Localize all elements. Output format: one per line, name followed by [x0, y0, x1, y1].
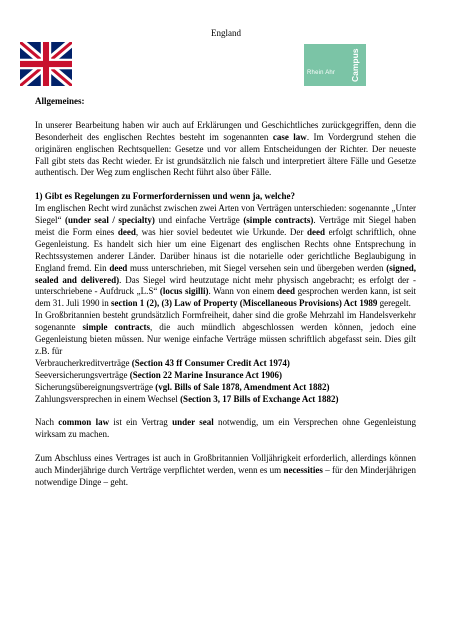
list-item: Sicherungsübereignungsverträge (vgl. Bills of Sale 1878, Amendment Act 1882): [35, 381, 330, 392]
rhein-ahr-campus-logo: [304, 44, 366, 86]
general-paragraph: In unserer Bearbeitung haben wir auch auf Erklärungen und Geschichtliches zurückgegriffen, denn die Besonderheit des englischen Rechtes besteht im sogenannten case law. Im Vordergrund stehen die originären englischen Rechtsquellen: Gesetze und vor allem Entscheidungen der Richter. Der neueste Fall gibt stets das Recht wieder. Er ist grundsätzlich nie falsch und interpretiert ältere Fälle und Gesetze authentisch. Der Weg zum englischen Recht führt also über Fälle.: [35, 119, 416, 178]
section-heading-general: Allgemeines:: [35, 96, 85, 106]
list-item: Seeversicherungsverträge (Section 22 Marine Insurance Act 1906): [35, 369, 282, 380]
section-heading-question: 1) Gibt es Regelungen zu Formerfordernissen und wenn ja, welche?: [35, 191, 295, 202]
logo-text-rhein-ahr: Rhein Ahr: [307, 70, 336, 76]
question-paragraph-2: In Großbritannien besteht grundsätzlich Formfreiheit, daher sind die große Mehrzahl im Handelsverkehr sogenannte simple contracts, die auch mündlich abgeschlossen werden können, jedoch eine Gegenleistung bieten müssen. Nur wenige einfache Verträge müssen schriftlich abgefasst sein. Dies gilt z.B. für: [35, 310, 416, 356]
page-title: England: [211, 28, 241, 38]
uk-flag-image: [20, 42, 72, 86]
common-law-paragraph: Nach common law ist ein Vertrag under seal notwendig, um ein Versprechen ohne Gegenleistung wirksam zu machen.: [35, 417, 417, 440]
majority-paragraph: Zum Abschluss eines Vertrages ist auch in Großbritannien Volljährigkeit erforderlich, allerdings können auch Minderjährige durch Verträge verpflichtet werden, wenn es um necessities – für den Minderjährigen notwendige Dinge – geht.: [35, 453, 416, 487]
question-paragraph: Im englischen Recht wird zunächst zwischen zwei Arten von Verträgen unterschieden: sogenannte „Unter Siegel“ (under seal / specialty) und einfache Verträge (simple contracts). Verträge mit Siegel haben meist die Form eines deed, was hier soviel bedeutet wie Urkunde. Der deed erfolgt schriftlich, ohne Gegenleistung. Es handelt sich hier um eine Eigenart des englischen Rechts ohne Entsprechung in Rechtssystemen anderer Länder. Darüber hinaus ist die notarielle oder gerichtliche Beglaubigung in England fremd. Ein deed muss unterschrieben, mit Siegel versehen sein und übergeben werden (signed, sealed and delivered). Das Siegel wird heutzutage nicht mehr physisch angebracht; es erfolgt der - unterschriebene - Aufdruck „L.S“ (locus sigilli). Wann von einem deed gesprochen werden kann, ist seit dem 31. Juli 1990 in section 1 (2), (3) Law of Property (Miscellaneous Provisions) Act 1989 geregelt.: [35, 203, 417, 309]
document-body: [35, 96, 416, 489]
list-item: Zahlungsversprechen in einem Wechsel (Section 3, 17 Bills of Exchange Act 1882): [35, 393, 339, 404]
list-item: Verbraucherkreditverträge (Section 43 ff Consumer Credit Act 1974): [35, 357, 290, 368]
logo-text-campus: Campus: [350, 48, 360, 82]
statute-list: [35, 358, 416, 406]
